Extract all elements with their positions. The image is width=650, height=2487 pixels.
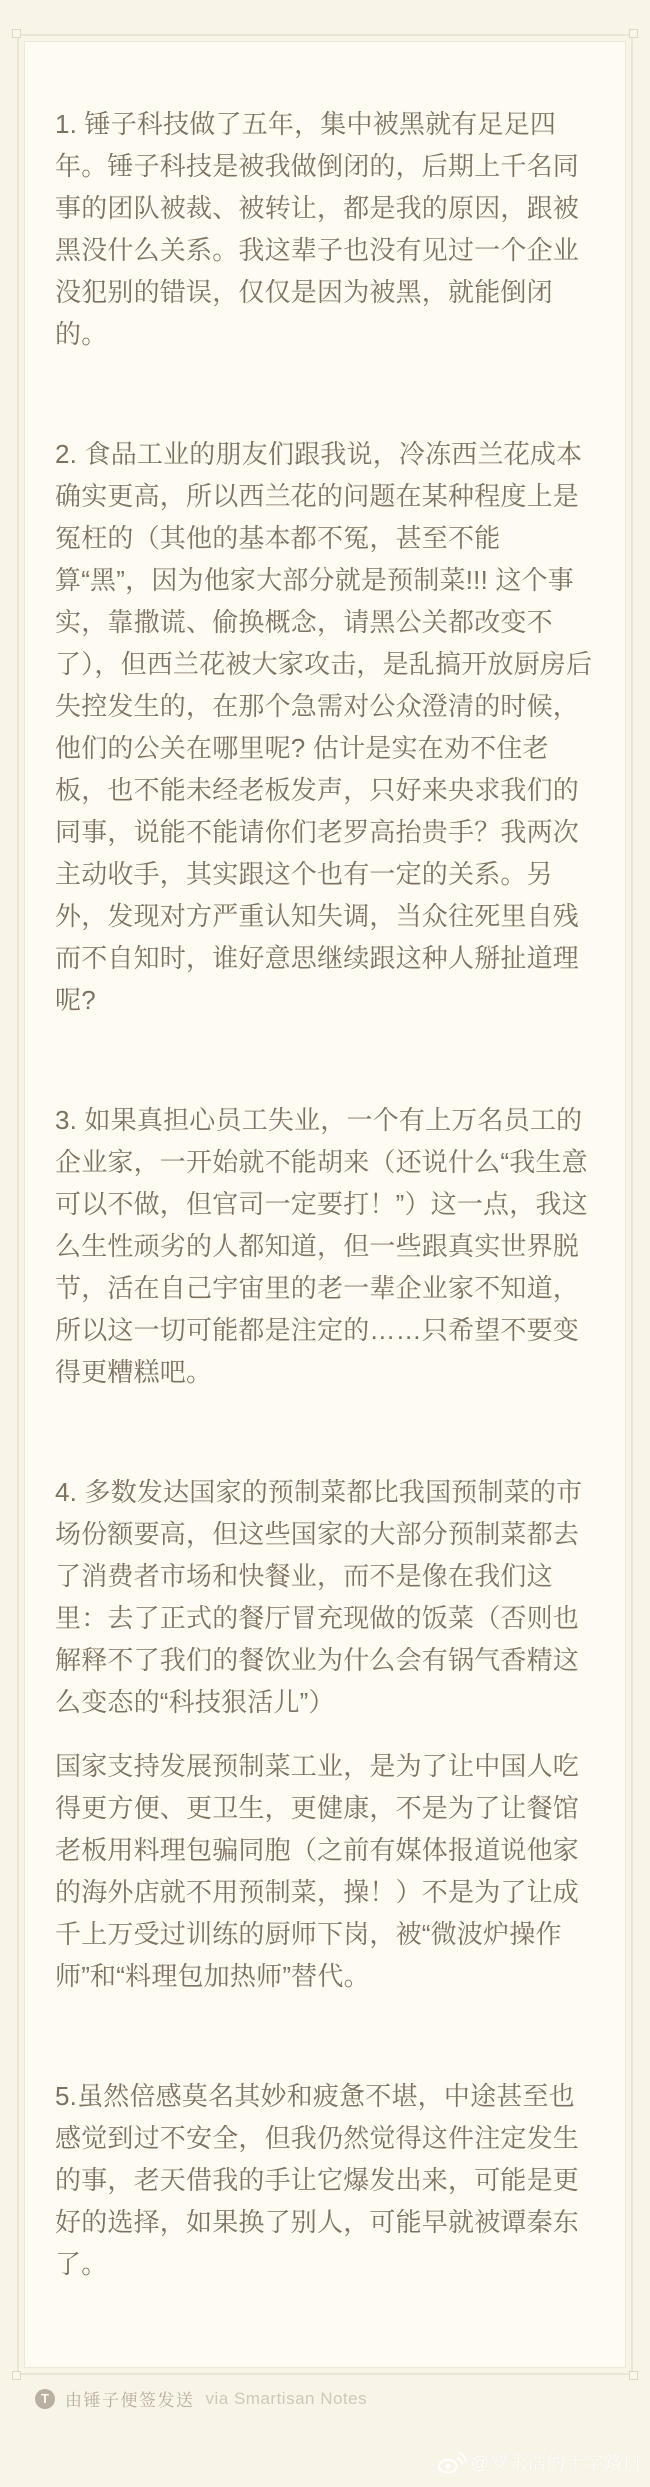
note-content <box>55 103 593 2285</box>
paragraph-1: 1. 锤子科技做了五年，集中被黑就有足足四年。锤子科技是被我做倒闭的，后期上千名同事的团队被裁、被转让，都是我的原因，跟被黑没什么关系。我这辈子也没有见过一个企业没犯别的错误，仅仅是因为被黑，就能倒闭的。 <box>55 109 580 349</box>
footer <box>35 2386 367 2411</box>
weibo-watermark <box>437 2449 642 2475</box>
paragraph-4a: 4. 多数发达国家的预制菜都比我国预制菜的市场份额要高，但这些国家的大部分预制菜都去了消费者市场和快餐业，而不是像在我们这里：去了正式的餐厅冒充现做的饭菜（否则也解释不了我们的餐饮业为什么会有锅气香精这么变态的“科技狠活儿”） <box>55 1477 583 1717</box>
note-card <box>24 41 626 2368</box>
sent-via-label-zh: 由锤子便签发送 <box>65 2391 195 2410</box>
paragraph-5: 5.虽然倍感莫名其妙和疲惫不堪，中途甚至也感觉到过不安全，但我仍然觉得这件注定发生的事，老天借我的手让它爆发出来，可能是更好的选择，如果换了别人，可能早就被谭秦东了。 <box>55 2081 580 2279</box>
smartisan-t-icon: T <box>35 2389 55 2409</box>
sent-via-label-en: via Smartisan Notes <box>205 2388 368 2408</box>
paragraph-3: 3. 如果真担心员工失业，一个有上万名员工的企业家，一开始就不能胡来（还说什么“我生意可以不做，但官司一定要打！”）这一点，我这么生性顽劣的人都知道，但一些跟真实世界脱节，活在自己宇宙里的老一辈企业家不知道，所以这一切可能都是注定的……只希望不要变得更糟糕吧。 <box>55 1105 588 1387</box>
weibo-handle: @罗永浩的十字路口 <box>470 2453 642 2473</box>
paragraph-2: 2. 食品工业的朋友们跟我说，冷冻西兰花成本确实更高，所以西兰花的问题在某种程度上是冤枉的（其他的基本都不冤，甚至不能算“黑”，因为他家大部分就是预制菜!!! 这个事实，靠撒谎、偷换概念，请黑公关都改变不了），但西兰花被大家攻击，是乱搞开放厨房后失控发生的，在那个急需对公众澄清的时候，他们的公关在哪里呢? 估计是实在劝不住老板，也不能未经老板发声，只好来央求我们的同事，说能不能请你们老罗高抬贵手？我两次主动收手，其实跟这个也有一定的关系。另外，发现对方严重认知失调，当众往死里自残而不自知时，谁好意思继续跟这种人掰扯道理呢? <box>55 439 593 1015</box>
paragraph-4b: 国家支持发展预制菜工业，是为了让中国人吃得更方便、更卫生，更健康，不是为了让餐馆老板用料理包骗同胞（之前有媒体报道说他家的海外店就不用预制菜，操！）不是为了让成千上万受过训练的厨师下岗，被“微波炉操作师”和“料理包加热师”替代。 <box>55 1751 580 1991</box>
corner-handle-bottom-left <box>12 2371 21 2380</box>
weibo-icon <box>437 2450 467 2474</box>
corner-handle-top-right <box>629 29 638 38</box>
corner-handle-top-left <box>12 29 21 38</box>
corner-handle-bottom-right <box>629 2371 638 2380</box>
